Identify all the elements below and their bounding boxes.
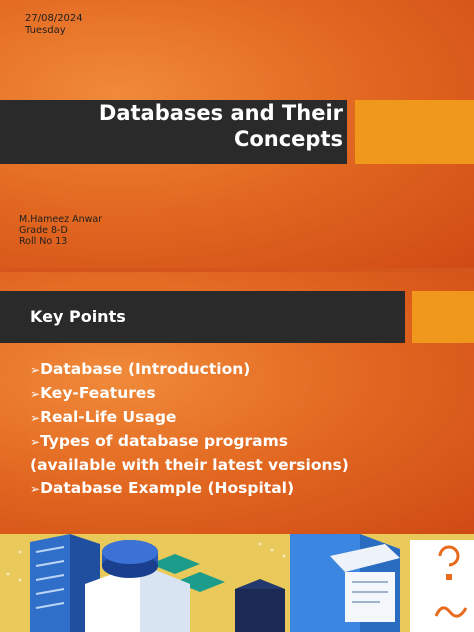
- day-text: Tuesday: [25, 25, 66, 36]
- title-slide: [0, 0, 474, 268]
- list-item: [30, 477, 470, 501]
- date-block: [25, 13, 83, 37]
- arrow-bullet-icon: ➢: [30, 363, 41, 377]
- illustration-slide: [0, 534, 474, 632]
- key-points-slide: [0, 272, 474, 534]
- author-block: [19, 214, 102, 247]
- title-band: [0, 100, 347, 164]
- point-text: Real-Life Usage: [40, 408, 177, 426]
- point-text: Key-Features: [40, 384, 156, 402]
- arrow-bullet-icon: ➢: [30, 411, 41, 425]
- point-text: Database (Introduction): [40, 360, 251, 378]
- arrow-bullet-icon: ➢: [30, 387, 41, 401]
- arrow-bullet-icon: ➢: [30, 435, 41, 449]
- date-text: 27/08/2024: [25, 13, 83, 24]
- author-name: M.Hameez Anwar: [19, 214, 103, 225]
- title-accent-block: [355, 100, 474, 164]
- arrow-bullet-icon: ➢: [30, 482, 41, 496]
- point-text: Database Example (Hospital): [40, 479, 295, 497]
- list-item: [30, 430, 470, 454]
- author-grade: Grade 8-D: [19, 225, 68, 236]
- slide-title: [99, 100, 343, 152]
- database-illustration: [0, 534, 474, 632]
- key-points-list: [30, 358, 470, 501]
- heading-band: [0, 291, 405, 343]
- heading-accent-block: [412, 291, 474, 343]
- list-item-continuation: (available with their latest versions): [30, 456, 349, 474]
- list-item: [30, 382, 470, 406]
- list-item: [30, 406, 470, 430]
- slide-heading: Key Points: [30, 307, 126, 326]
- title-line-2: Concepts: [233, 127, 343, 151]
- point-text: Types of database programs: [40, 432, 288, 450]
- title-line-1: Databases and Their: [98, 101, 343, 125]
- list-item: [30, 358, 470, 382]
- author-roll: Roll No 13: [19, 236, 68, 247]
